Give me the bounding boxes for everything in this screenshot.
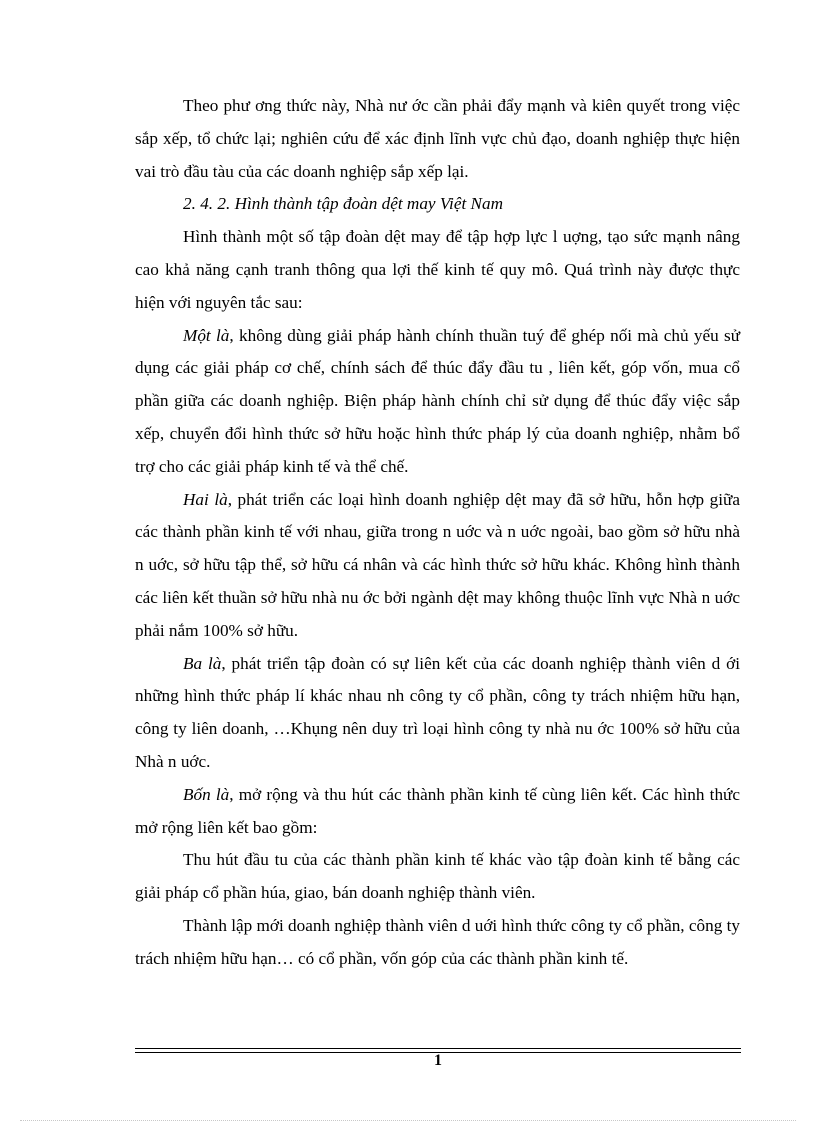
paragraph-ba-la-text: , phát triển tập đoàn có sự liên kết của các doanh nghiệp thành viên d ới những hình thức pháp lí khác nhau nh công ty cổ phần, công ty trách nhiệm hữu hạn, công ty liên doanh, …Khụng nên duy trì loại hình công ty nhà nu ớc 100% sở hữu của Nhà n uớc. — [135, 653, 740, 771]
paragraph-mot-la-text: , không dùng giải pháp hành chính thuần tuý để ghép nối mà chủ yếu sử dụng các giải pháp cơ chế, chính sách để thúc đẩy đầu tu , liên kết, góp vốn, mua cổ phần giữa các doanh nghiệp. Biện pháp hành chính chỉ sử dụng để thúc đẩy việc sắp xếp, chuyển đổi hình thức sở hữu hoặc hình thức pháp lý của doanh nghiệp, nhằm bổ trợ cho các giải pháp kinh tế và thể chế. — [135, 325, 741, 476]
document-body — [135, 90, 740, 976]
page-bottom-dotted-border — [20, 1120, 796, 1121]
lead-bon-la: Bốn là — [183, 784, 230, 804]
paragraph-ba-la — [135, 648, 740, 779]
paragraph-hai-la — [135, 484, 740, 648]
paragraph-2: Hình thành một số tập đoàn dệt may để tập hợp lực l uợng, tạo sức mạnh nâng cao khả năng cạnh tranh thông qua lợi thế kinh tế quy mô. Quá trình này được thực hiện với nguyên tắc sau: — [135, 227, 740, 312]
paragraph-hai-la-text: , phát triển các loại hình doanh nghiệp dệt may đã sở hữu, hỗn hợp giữa các thành phần kinh tế với nhau, giữa trong n uớc và n uớc ngoài, bao gồm sở hữu nhà n uớc, sở hữu tập thể, sở hữu cá nhân và các hình thức sở hữu khác. Không hình thành các liên kết thuần sở hữu nhà nu ớc bởi ngành dệt may không thuộc lĩnh vực Nhà n uớc phải nắm 100% sở hữu. — [135, 489, 740, 640]
lead-mot-la: Một là — [183, 325, 230, 345]
paragraph-thanh-lap: Thành lập mới doanh nghiệp thành viên d uới hình thức công ty cổ phần, công ty trách nhiệm hữu hạn… có cổ phần, vốn góp của các thành phần kinh tế. — [135, 915, 740, 968]
lead-ba-la: Ba là — [183, 653, 222, 673]
paragraph-mot-la — [135, 320, 740, 484]
page-number: 1 — [434, 1052, 442, 1069]
paragraph-thu-hut: Thu hút đầu tu của các thành phần kinh tế khác vào tập đoàn kinh tế bằng các giải pháp cổ phần húa, giao, bán doanh nghiệp thành viên. — [135, 850, 740, 903]
paragraph-1: Theo phư ơng thức này, Nhà nư ớc cần phải đẩy mạnh và kiên quyết trong việc sắp xếp, tổ chức lại; nghiên cứu để xác định lĩnh vực chủ đạo, doanh nghiệp thực hiện vai trò đầu tàu của các doanh nghiệp sắp xếp lại. — [135, 96, 740, 181]
section-heading: 2. 4. 2. Hình thành tập đoàn dệt may Việt Nam — [183, 194, 504, 214]
paragraph-bon-la — [135, 779, 740, 845]
lead-hai-la: Hai là — [183, 489, 228, 509]
paragraph-bon-la-text: , mở rộng và thu hút các thành phần kinh tế cùng liên kết. Các hình thức mở rộng liên kết bao gồm: — [135, 784, 740, 837]
